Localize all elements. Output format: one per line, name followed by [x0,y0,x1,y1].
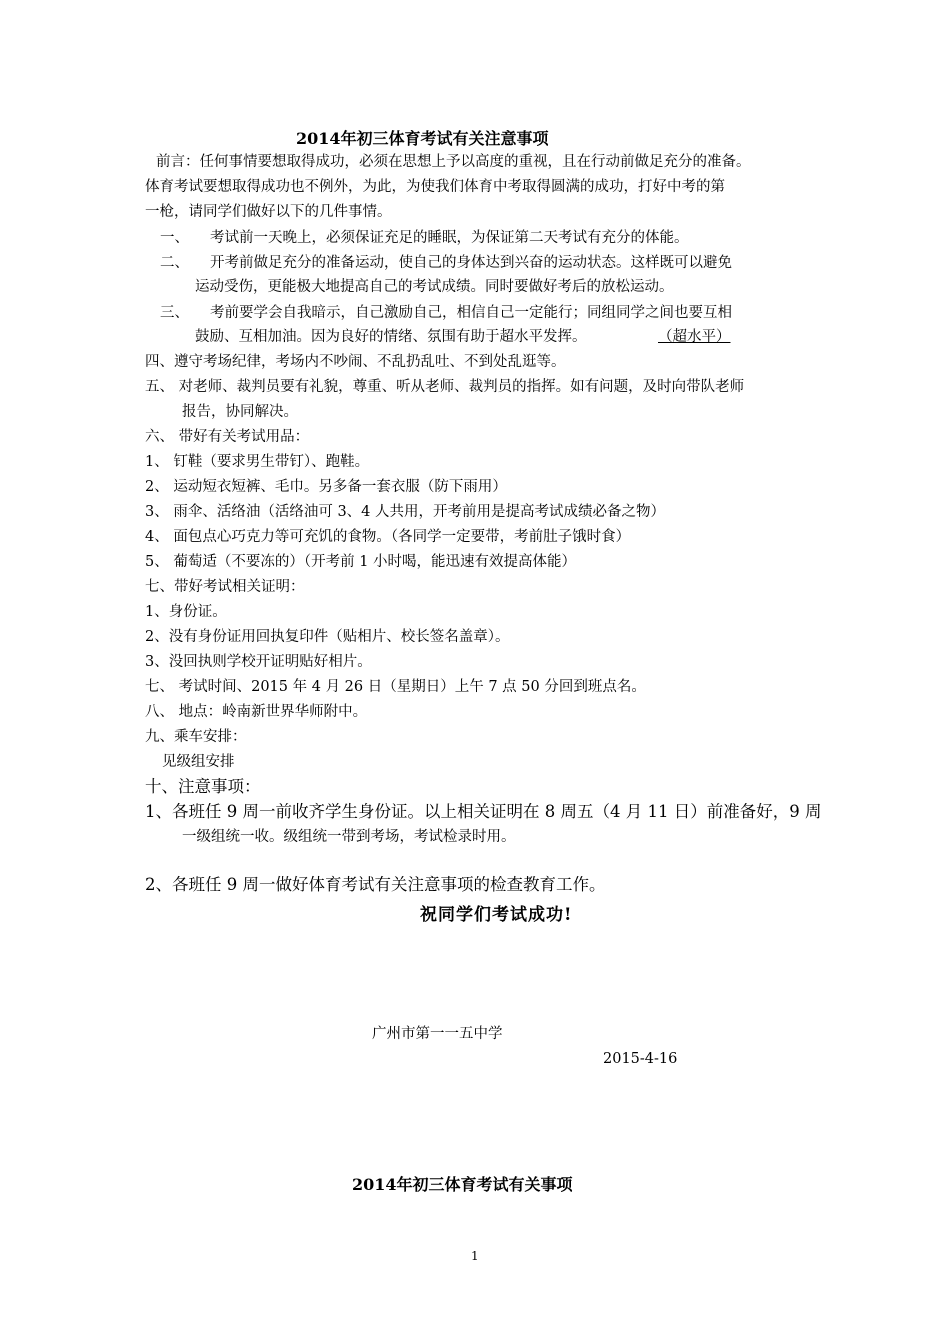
item-2-text: 开考前做足充分的准备运动，使自己的身体达到兴奋的运动状态。这样既可以避免 [210,255,732,271]
item-6-sub-4: 4、 面包点心巧克力等可充饥的食物。（各同学一定要带，考前肚子饿时食） [145,529,631,545]
item-6-sub-3: 3、 雨伞、活络油（活络油可 3、4 人共用，开考前用是提高考试成绩必备之物） [145,504,666,520]
item-6-sub-1: 1、 钉鞋（要求男生带钉）、跑鞋。 [145,454,370,470]
item-2-number: 二、 [160,255,189,271]
item-10-sub-1-cont: 一级组统一收。级组统一带到考场，考试检录时用。 [182,829,516,845]
item-7a-sub-1: 1、身份证。 [145,604,227,620]
item-2-text-cont: 运动受伤，更能极大地提高自己的考试成绩。同时要做好考后的放松运动。 [195,279,674,295]
item-7a-sub-2: 2、没有身份证用回执复印件（贴相片、校长签名盖章）。 [145,629,510,645]
item-6: 六、 带好有关考试用品： [145,429,310,445]
closing-wish: 祝同学们考试成功! [420,905,573,925]
item-5-cont: 报告，协同解决。 [182,404,298,420]
item-9: 九、乘车安排： [145,729,247,745]
item-10-sub-1: 1、各班任 9 周一前收齐学生身份证。以上相关证明在 8 周五（4 月 11 日）前准备好，9 周 [145,802,822,821]
preface-line-3: 一枪，请同学们做好以下的几件事情。 [145,204,392,220]
item-3-number: 三、 [160,305,189,321]
item-10: 十、注意事项： [145,777,261,796]
item-6-sub-5: 5、 葡萄适（不要冻的）（开考前 1 小时喝，能迅速有效提高体能） [145,554,577,570]
page-number: 1 [471,1249,479,1263]
item-4: 四、遵守考场纪律，考场内不吵闹、不乱扔乱吐、不到处乱逛等。 [145,354,566,370]
preface-line-1: 前言：任何事情要想取得成功，必须在思想上予以高度的重视，且在行动前做足充分的准备。 [156,154,751,170]
item-1-text: 考试前一天晚上，必须保证充足的睡眠，为保证第二天考试有充分的体能。 [210,230,689,246]
page-title: 2014年初三体育考试有关注意事项 [296,129,549,148]
item-10-sub-2: 2、各班任 9 周一做好体育考试有关注意事项的检查教育工作。 [145,875,606,894]
preface-line-2: 体育考试要想取得成功也不例外，为此，为使我们体育中考取得圆满的成功，打好中考的第 [145,179,725,195]
signature-date: 2015-4-16 [603,1051,678,1067]
item-7a: 七、带好考试相关证明： [145,579,305,595]
item-3-text: 考前要学会自我暗示，自己激励自己，相信自己一定能行；同组同学之间也要互相 [210,305,732,321]
item-3-text-cont: 鼓励、互相加油。因为良好的情绪、氛围有助于超水平发挥。 [195,329,587,345]
item-5: 五、 对老师、裁判员要有礼貌，尊重、听从老师、裁判员的指挥。如有问题，及时向带队老师 [145,379,745,395]
item-7a-sub-3: 3、没回执则学校开证明贴好相片。 [145,654,372,670]
item-9-text: 见级组安排 [162,754,235,770]
item-8: 八、 地点：岭南新世界华师附中。 [145,704,368,720]
item-1-number: 一、 [160,230,189,246]
school-signature: 广州市第一一五中学 [372,1026,503,1042]
item-6-sub-2: 2、 运动短衣短裤、毛巾。另多备一套衣服（防下雨用） [145,479,507,495]
item-3-note: （超水平） [658,329,731,345]
next-page-title: 2014年初三体育考试有关事项 [352,1175,573,1194]
item-7b: 七、 考试时间、2015 年 4 月 26 日（星期日）上午 7 点 50 分回到班点名。 [145,679,646,695]
